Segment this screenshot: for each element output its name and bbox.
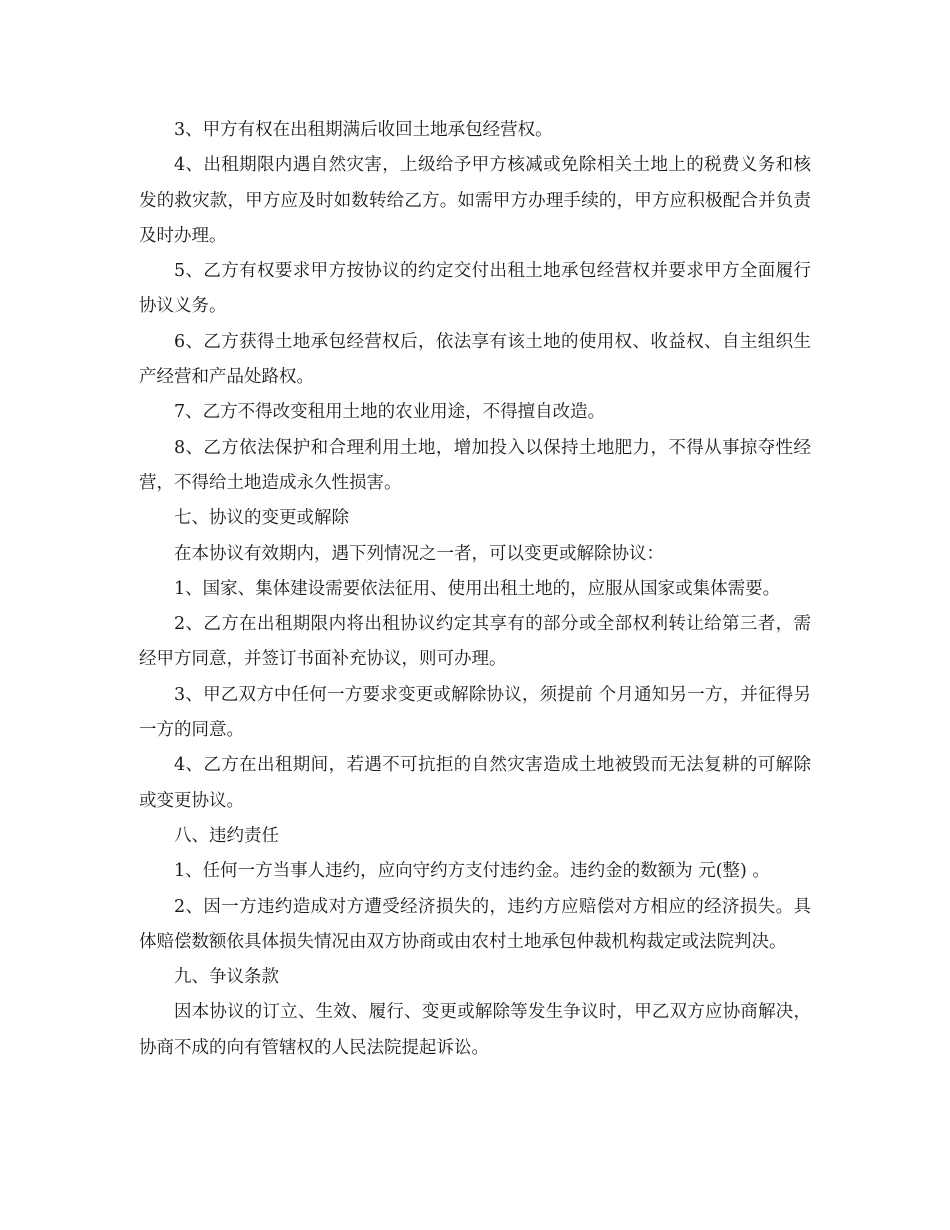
paragraph: 因本协议的订立、生效、履行、变更或解除等发生争议时，甲乙双方应协商解决，协商不成的向有管辖权的人民法院提起诉讼。 bbox=[139, 1002, 811, 1058]
paragraph: 6、乙方获得土地承包经营权后，依法享有该土地的使用权、收益权、自主组织生产经营和产品处路权。 bbox=[139, 331, 811, 388]
paragraph: 8、乙方依法保护和合理利用土地，增加投入以保持土地肥力，不得从事掠夺性经营，不得给土地造成永久性损害。 bbox=[139, 437, 811, 493]
paragraph: 2、因一方违约造成对方遭受经济损失的，违约方应赔偿对方相应的经济损失。具体赔偿数额依具体损失情况由双方协商或由农村土地承包仲裁机构裁定或法院判决。 bbox=[139, 896, 811, 952]
section-heading: 八、违约责任 bbox=[174, 825, 279, 846]
paragraph: 1、国家、集体建设需要依法征用、使用出租土地的，应服从国家或集体需要。 bbox=[174, 578, 781, 599]
paragraph: 2、乙方在出租期限内将出租协议约定其享有的部分或全部权利转让给第三者，需经甲方同意，并签订书面补充协议，则可办理。 bbox=[139, 614, 811, 670]
paragraph: 7、乙方不得改变租用土地的农业用途，不得擅自改造。 bbox=[174, 402, 606, 423]
paragraph: 4、出租期限内遇自然灾害，上级给予甲方核减或免除相关土地上的税费义务和核发的救灾款，甲方应及时如数转给乙方。如需甲方办理手续的，甲方应积极配合并负责及时办理。 bbox=[139, 155, 811, 246]
document-page bbox=[139, 113, 811, 1066]
paragraph: 3、甲乙双方中任何一方要求变更或解除协议，须提前 个月通知另一方，并征得另一方的同意。 bbox=[139, 684, 811, 741]
section-heading: 九、争议条款 bbox=[174, 967, 279, 988]
section-heading: 七、协议的变更或解除 bbox=[174, 508, 349, 529]
paragraph: 1、任何一方当事人违约，应向守约方支付违约金。违约金的数额为 元(整) 。 bbox=[174, 861, 770, 882]
paragraph: 4、乙方在出租期间，若遇不可抗拒的自然灾害造成土地被毁而无法复耕的可解除或变更协议。 bbox=[139, 755, 811, 811]
paragraph: 5、乙方有权要求甲方按协议的约定交付出租土地承包经营权并要求甲方全面履行协议义务。 bbox=[139, 261, 811, 317]
paragraph: 在本协议有效期内，遇下列情况之一者，可以变更或解除协议： bbox=[174, 543, 664, 564]
paragraph: 3、甲方有权在出租期满后收回土地承包经营权。 bbox=[174, 120, 553, 140]
